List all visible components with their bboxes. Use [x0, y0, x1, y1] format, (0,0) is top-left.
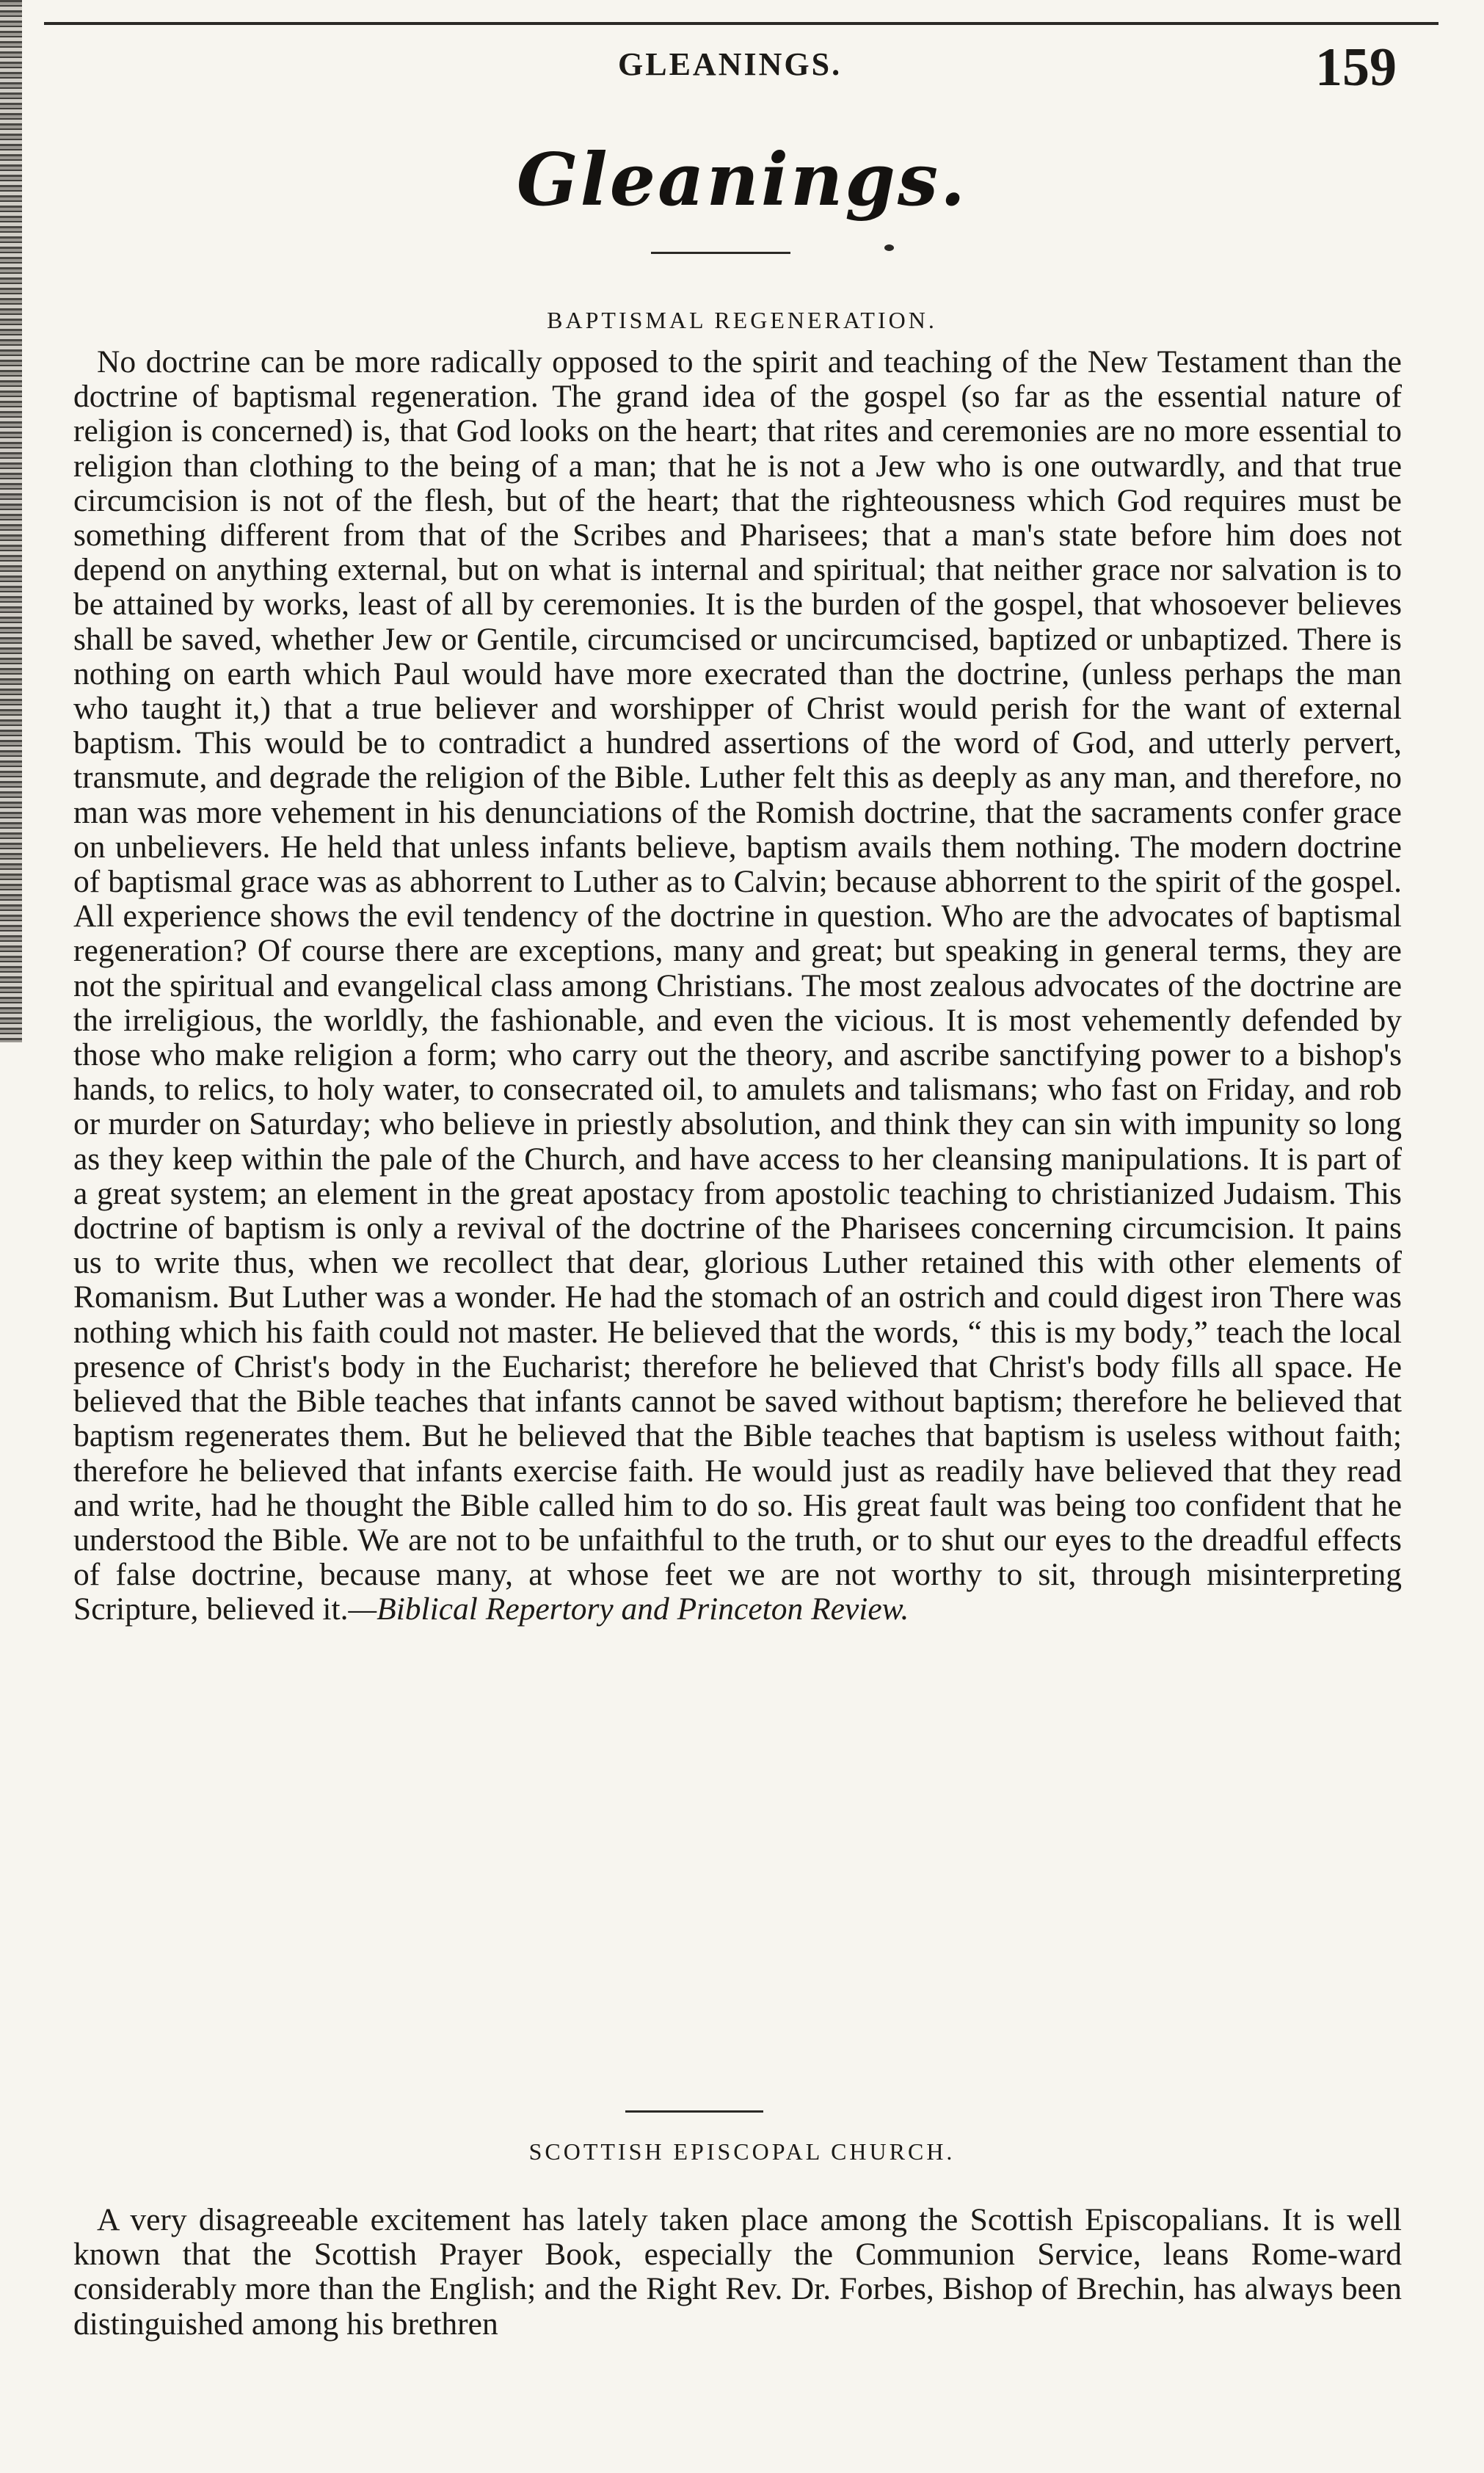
- masthead-title: Gleanings.: [516, 138, 968, 222]
- article-text: No doctrine can be more radically opposed to the spirit and teaching of the New Testament than the doctrine of baptismal regeneration. The grand idea of the gospel (so far as the essential nature of religion is concerned) is, that God looks on the heart; that rites and ceremonies are no more essential to religion than clothing to the being of a man; that he is not a Jew who is one outwardly, and that true circumcision is not of the flesh, but of the heart; that the righteousness which God requires must be something different from that of the Scribes and Pharisees; that a man's state before him does not depend on anything external, but on what is internal and spiritual; that neither grace nor salvation is to be attained by works, least of all by ceremonies. It is the burden of the gospel, that whosoever believes shall be saved, whether Jew or Gentile, circumcised or uncircumcised, baptized or unbaptized. There is nothing on earth which Paul would have more execrated than the doctrine, (unless perhaps the man who taught it,) that a true believer and worshipper of Christ would perish for the want of external baptism. This would be to contradict a hundred assertions of the word of God, and utterly pervert, transmute, and degrade the religion of the Bible. Luther felt this as deeply as any man, and therefore, no man was more vehement in his denunciations of the Romish doctrine, that the sacraments confer grace on unbelievers. He held that unless infants believe, baptism avails them nothing. The modern doctrine of baptismal grace was as abhorrent to Luther as to Calvin; because abhorrent to the spirit of the gospel. All experience shows the evil tendency of the doctrine in question. Who are the advocates of baptismal regeneration? Of course there are exceptions, many and great; but speaking in general terms, they are not the spiritual and evangelical class among Christians. The most zealous advocates of the doctrine are the irreligious, the worldly, the fashionable, and even the vicious. It is most vehemently defended by those who make religion a form; who carry out the theory, and ascribe sanctifying power to a bishop's hands, to relics, to holy water, to consecrated oil, to amulets and talismans; who fast on Friday, and rob or murder on Saturday; who believe in priestly absolution, and think they can sin with impunity so long as they keep within the pale of the Church, and have access to her cleansing manipulations. It is part of a great system; an element in the great apostacy from apostolic teaching to christianized Judaism. This doctrine of baptism is only a revival of the doctrine of the Pharisees concerning circumcision. It pains us to write thus, when we recollect that dear, glorious Luther retained this with other elements of Romanism. But Luther was a wonder. He had the stomach of an ostrich and could digest iron There was nothing which his faith could not master. He believed that the words, “ this is my body,” teach the local presence of Christ's body in the Eucharist; therefore he believed that Christ's body fills all space. He believed that the Bible teaches that infants cannot be saved without baptism; therefore he believed that baptism regenerates them. But he believed that the Bible teaches that baptism is useless without faith; therefore he believed that infants exercise faith. He would just as readily have believed that they read and write, had he thought the Bible called him to do so. His great fault was being too confident that he understood the Bible. We are not to be unfaithful to the truth, or to shut our eyes to the dreadful effects of false doctrine, because many, at whose feet we are not worthy to sit, through misinterpreting Scripture, believed it.: [73, 344, 1402, 1627]
- section-separator-rule: [625, 2110, 763, 2113]
- article-body-scottish-episcopal-church: A very disagreeable excitement has lately taken place among the Scottish Episcopalians. It is well known that the Scottish Prayer Book, especially the Communion Service, leans Rome-ward considerably more than the English; and the Right Rev. Dr. Forbes, Bishop of Brechin, has always been distinguished among his brethren: [73, 2202, 1402, 2342]
- ornament-dot: [884, 244, 894, 251]
- page-number: 159: [1315, 37, 1397, 98]
- article-heading-baptismal-regeneration: BAPTISMAL REGENERATION.: [547, 307, 937, 333]
- article-body-baptismal-regeneration: [73, 345, 1402, 1627]
- article-heading-scottish-episcopal-church: SCOTTISH EPISCOPAL CHURCH.: [528, 2138, 956, 2165]
- running-title: GLEANINGS.: [618, 46, 843, 82]
- article-source-citation: —Biblical Repertory and Princeton Review.: [348, 1591, 909, 1627]
- ornament-rule: [651, 252, 790, 254]
- top-rule: [44, 22, 1438, 25]
